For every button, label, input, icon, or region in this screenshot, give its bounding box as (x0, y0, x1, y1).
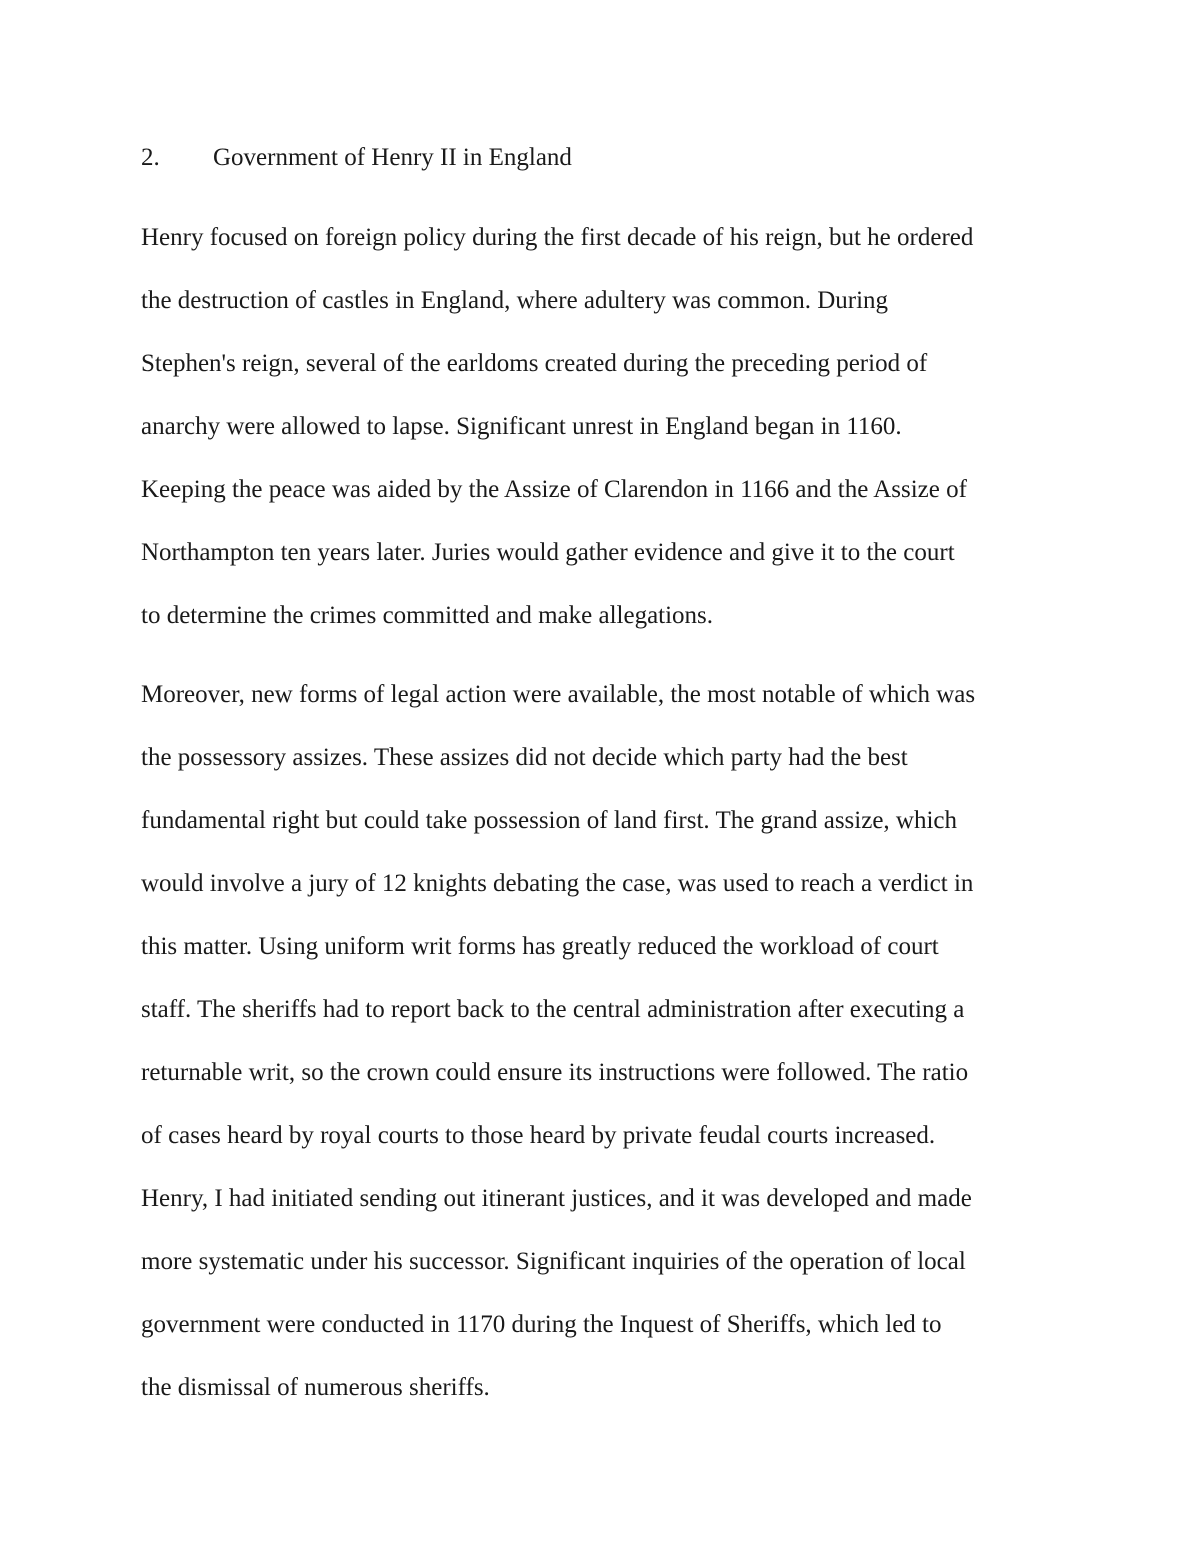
text-line: the destruction of castles in England, where adultery was common. During (141, 287, 889, 314)
text-line: to determine the crimes committed and make allegations. (141, 602, 714, 629)
text-line: Northampton ten years later. Juries would gather evidence and give it to the court (141, 539, 955, 566)
text-line: fundamental right but could take possession of land first. The grand assize, which (141, 807, 958, 834)
text-line: more systematic under his successor. Significant inquiries of the operation of local (141, 1248, 966, 1275)
text-line: Moreover, new forms of legal action were available, the most notable of which was (141, 681, 976, 708)
text-line: Henry focused on foreign policy during the first decade of his reign, but he ordered (141, 224, 974, 251)
text-line: Stephen's reign, several of the earldoms created during the preceding period of (141, 350, 928, 377)
section-number: 2. (141, 144, 160, 171)
text-line: returnable writ, so the crown could ensure its instructions were followed. The ratio (141, 1059, 969, 1086)
section-heading (141, 143, 572, 173)
text-line: would involve a jury of 12 knights debating the case, was used to reach a verdict in (141, 870, 974, 897)
text-line: the possessory assizes. These assizes did not decide which party had the best (141, 744, 908, 771)
text-line: Keeping the peace was aided by the Assize of Clarendon in 1166 and the Assize of (141, 476, 967, 503)
text-line: staff. The sheriffs had to report back to the central administration after executing a (141, 996, 965, 1023)
text-line: government were conducted in 1170 during the Inquest of Sheriffs, which led to (141, 1311, 942, 1338)
text-line: Henry, I had initiated sending out itinerant justices, and it was developed and made (141, 1185, 972, 1212)
text-line: of cases heard by royal courts to those heard by private feudal courts increased. (141, 1122, 936, 1149)
text-line: anarchy were allowed to lapse. Significant unrest in England began in 1160. (141, 413, 902, 440)
text-line: this matter. Using uniform writ forms has greatly reduced the workload of court (141, 933, 939, 960)
section-title: Government of Henry II in England (213, 144, 572, 171)
text-line: the dismissal of numerous sheriffs. (141, 1374, 490, 1401)
